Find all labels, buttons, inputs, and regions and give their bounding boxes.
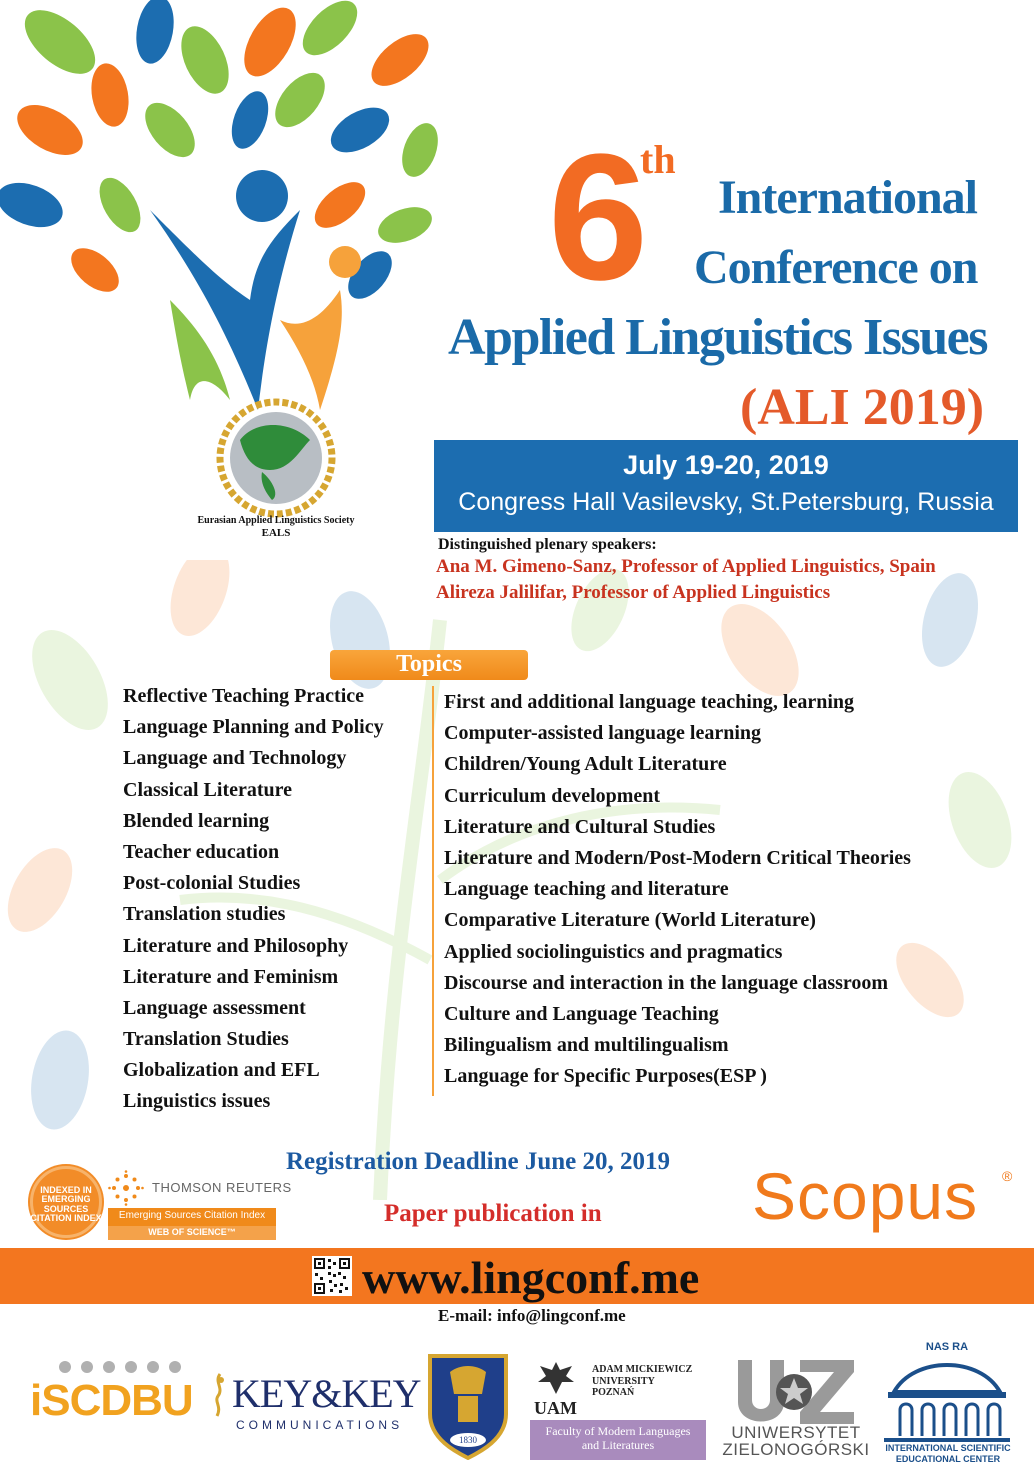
conference-acronym: (ALI 2019) — [740, 379, 985, 436]
topic-item: Globalization and EFL — [123, 1059, 320, 1082]
topic-item: Language assessment — [123, 996, 306, 1019]
uz-name — [722, 1424, 870, 1459]
topic-item: Literature and Cultural Studies — [444, 815, 716, 838]
keykey-logo: KEY&KEY — [232, 1371, 421, 1416]
keykey-subtitle: COMMUNICATIONS — [236, 1418, 404, 1432]
topic-item: Bilingualism and multilingualism — [444, 1034, 729, 1057]
topic-item: Literature and Philosophy — [123, 934, 349, 957]
topics-divider — [432, 686, 434, 1096]
uam-faculty-line: and Literatures — [581, 1438, 655, 1453]
topic-item: Reflective Teaching Practice — [123, 685, 365, 707]
topic-item: Linguistics issues — [123, 1090, 271, 1113]
uam-faculty — [530, 1424, 706, 1453]
nasra-name-line: EDUCATIONAL CENTER — [895, 1454, 1001, 1465]
qr-code-icon — [312, 1256, 352, 1296]
topics-left-column — [123, 686, 384, 1123]
nasra-name-line: INTERNATIONAL SCIENTIFIC — [885, 1443, 1011, 1453]
wos-bar-text: WEB OF SCIENCE™ — [148, 1227, 236, 1237]
website-link[interactable]: www.lingconf.me — [362, 1252, 700, 1303]
topic-item: Computer-assisted language learning — [444, 722, 762, 745]
topic-item: Post-colonial Studies — [123, 872, 301, 895]
iscdbu-logo: iSCDBU — [30, 1376, 193, 1425]
title-line-3: Applied Linguistics Issues — [448, 309, 987, 366]
topic-item: Translation studies — [123, 903, 286, 926]
uam-name-line: POZNAŃ — [592, 1387, 635, 1398]
society-name: Eurasian Applied Linguistics Society — [197, 515, 355, 526]
edition-number: 6 — [548, 117, 645, 318]
topic-item: Comparative Literature (World Literature) — [444, 909, 816, 932]
nasra-building-icon — [874, 1340, 1020, 1460]
topic-item: Culture and Language Teaching — [444, 1002, 719, 1025]
topic-item: Classical Literature — [123, 778, 293, 801]
uz-name-line: UNIWERSYTET — [731, 1423, 861, 1442]
speakers-heading: Distinguished plenary speakers: — [438, 536, 657, 553]
topic-item: Literature and Feminism — [123, 965, 339, 988]
uam-name-line: UNIVERSITY — [592, 1375, 655, 1387]
topic-item: Teacher education — [123, 840, 280, 863]
uam-name-line: ADAM MICKIEWICZ — [592, 1364, 693, 1375]
speaker-item: Alireza Jalilifar, Professor of Applied Linguistics — [436, 582, 831, 603]
scopus-logo: Scopus — [752, 1159, 979, 1233]
university-emblem-icon — [420, 1344, 516, 1460]
iscdbu-dots-icon — [58, 1360, 188, 1374]
topic-item: Language Planning and Policy — [123, 716, 384, 739]
topic-item: Language teaching and literature — [444, 878, 729, 901]
uam-eagle-icon — [534, 1356, 578, 1400]
publication-note: Paper publication in — [384, 1200, 602, 1227]
emblem-year: 1830 — [459, 1435, 477, 1445]
topic-item: Children/Young Adult Literature — [444, 753, 727, 776]
title-line-1: International — [718, 171, 978, 224]
key-icon — [208, 1372, 230, 1418]
uz-name-line: ZIELONOGÓRSKI — [722, 1440, 870, 1460]
conference-tree-logo — [0, 0, 440, 520]
eals-globe-seal — [220, 402, 332, 514]
title-line-2: Conference on — [694, 241, 978, 294]
society-acronym: EALS — [261, 527, 291, 539]
uam-faculty-line: Faculty of Modern Languages — [545, 1424, 691, 1438]
topic-item: Translation Studies — [123, 1028, 289, 1051]
topic-item: Applied sociolinguistics and pragmatics — [444, 940, 783, 963]
nasra-name — [878, 1443, 1018, 1466]
esci-seal-text: INDEXED IN EMERGING SOURCES CITATION INDEX — [30, 1185, 102, 1224]
speaker-item: Ana M. Gimeno-Sanz, Professor of Applied Linguistics, Spain — [436, 556, 936, 577]
topic-item: Curriculum development — [444, 784, 661, 807]
email-link[interactable]: E-mail: info@lingconf.me — [438, 1306, 626, 1325]
uam-letters: UAM — [534, 1398, 577, 1418]
scopus-registered-mark: ® — [1002, 1168, 1013, 1184]
uz-logo-icon — [730, 1356, 860, 1426]
topic-item: Blended learning — [123, 809, 270, 832]
topic-item: Language for Specific Purposes(ESP ) — [444, 1065, 767, 1088]
uam-name — [592, 1364, 692, 1399]
topic-item: First and additional language teaching, learning — [444, 691, 855, 713]
edition-suffix: th — [640, 137, 676, 182]
event-venue: Congress Hall Vasilevsky, St.Petersburg, Russia — [458, 488, 994, 516]
topic-item: Language and Technology — [123, 747, 347, 770]
nasra-top: NAS RA — [925, 1341, 969, 1353]
tree-leaves — [0, 0, 440, 307]
topics-right-column — [444, 692, 911, 1097]
topics-heading: Topics — [396, 651, 462, 677]
registration-deadline: Registration Deadline June 20, 2019 — [286, 1148, 671, 1175]
thomson-reuters-label: THOMSON REUTERS — [152, 1180, 292, 1195]
esci-bar-text: Emerging Sources Citation Index — [118, 1210, 266, 1221]
topic-item: Literature and Modern/Post-Modern Critical Theories — [444, 846, 911, 869]
event-date: July 19-20, 2019 — [623, 450, 829, 480]
topic-item: Discourse and interaction in the language classroom — [444, 971, 889, 994]
thomson-reuters-icon — [108, 1170, 144, 1206]
